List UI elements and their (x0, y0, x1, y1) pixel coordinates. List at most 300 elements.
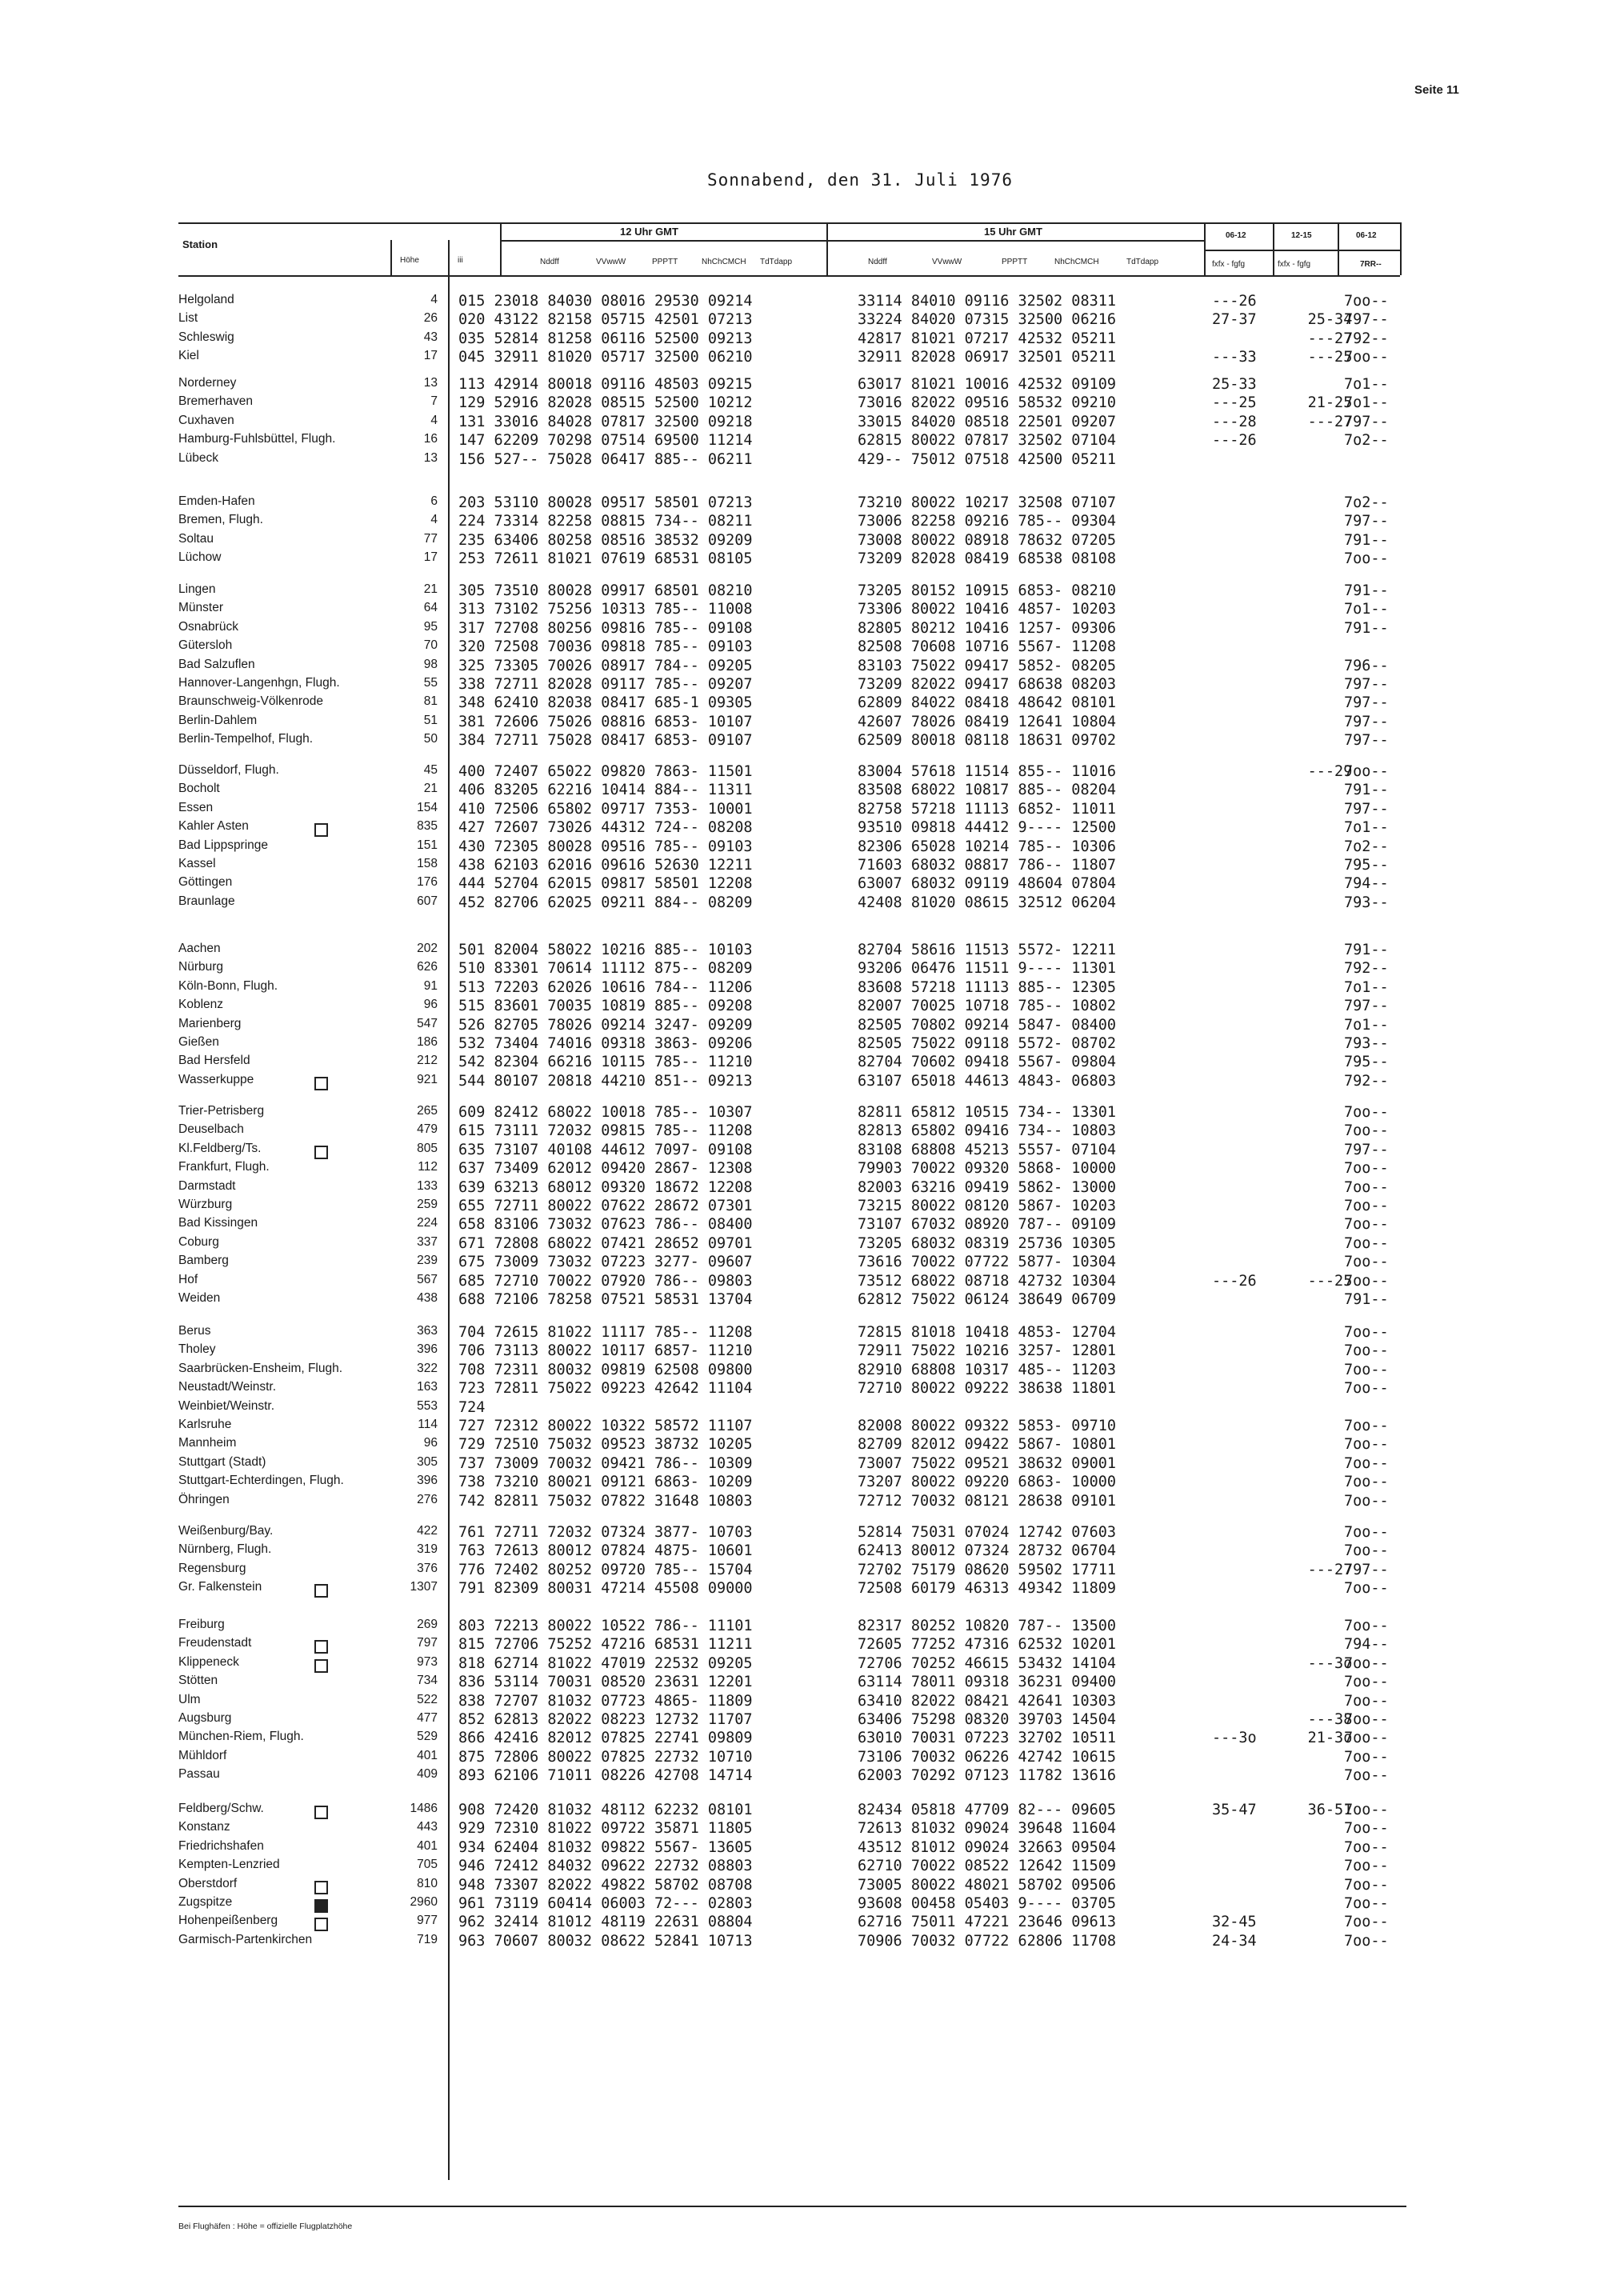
station-name: Frankfurt, Flugh. (178, 1160, 270, 1174)
sub-b-header: fxfx - fgfg (1278, 260, 1311, 269)
obs-12-gmt: 427 72607 73026 44312 724-- 08208 (458, 819, 753, 836)
gust-06-12: ---26 (1212, 293, 1257, 310)
obs-12-gmt: 035 52814 81258 06116 52500 09213 (458, 330, 753, 347)
gust-12-15: ---25 (1307, 349, 1353, 366)
obs-12-gmt: 791 82309 80031 47214 45508 09000 (458, 1580, 753, 1597)
obs-12-gmt: 203 53110 80028 09517 58501 07213 (458, 494, 753, 511)
station-name: Stuttgart (Stadt) (178, 1455, 266, 1469)
precip-06-12: 7oo-- (1344, 293, 1389, 310)
station-height: 265 (417, 1104, 438, 1118)
sub12-ppptt: PPPTT (652, 258, 678, 266)
station-name: Weinbiet/Weinstr. (178, 1399, 275, 1413)
open-square-icon (314, 1077, 328, 1090)
precip-06-12: 793-- (1344, 894, 1389, 911)
station-name: Braunschweig-Völkenrode (178, 694, 323, 708)
obs-15-gmt: 63007 68032 09119 48604 07804 (858, 875, 1117, 892)
obs-15-gmt: 73016 82022 09516 58532 09210 (858, 394, 1117, 411)
station-name: Freudenstadt (178, 1636, 252, 1650)
sub15-clouds: NhChCMCH (1054, 258, 1099, 266)
station-height: 64 (423, 601, 438, 614)
obs-15-gmt: 71603 68032 08817 786-- 11807 (858, 857, 1117, 874)
station-height: 396 (417, 1342, 438, 1356)
station-name: Cuxhaven (178, 414, 234, 427)
obs-12-gmt: 875 72806 80022 07825 22732 10710 (458, 1749, 753, 1766)
obs-12-gmt: 704 72615 81022 11117 785-- 11208 (458, 1324, 753, 1341)
station-name: Mühldorf (178, 1749, 227, 1762)
page-number: Seite 11 (1414, 83, 1459, 97)
obs-15-gmt: 82306 65028 10214 785-- 10306 (858, 838, 1117, 855)
station-height: 50 (423, 732, 438, 746)
obs-15-gmt: 72508 60179 46313 49342 11809 (858, 1580, 1117, 1597)
obs-12-gmt: 838 72707 81032 07723 4865- 11809 (458, 1693, 753, 1710)
obs-12-gmt: 685 72710 70022 07920 786-- 09803 (458, 1273, 753, 1290)
footer-divider (178, 2206, 1406, 2207)
obs-12-gmt: 615 73111 72032 09815 785-- 11208 (458, 1122, 753, 1139)
station-name: München-Riem, Flugh. (178, 1730, 304, 1743)
station-name: Osnabrück (178, 620, 238, 634)
precip-06-12: 794-- (1344, 875, 1389, 892)
obs-12-gmt: 948 73307 82022 49822 58702 08708 (458, 1877, 753, 1894)
station-height: 522 (417, 1693, 438, 1706)
range-a-header: 06-12 (1226, 231, 1246, 240)
obs-12-gmt: 738 73210 80021 09121 6863- 10209 (458, 1474, 753, 1490)
precip-06-12: 7oo-- (1344, 1380, 1389, 1397)
obs-12-gmt: 400 72407 65022 09820 7863- 11501 (458, 763, 753, 780)
station-height: 4 (430, 293, 438, 306)
open-square-icon (314, 1918, 328, 1931)
station-name: Augsburg (178, 1711, 232, 1725)
station-name: Hamburg-Fuhlsbüttel, Flugh. (178, 432, 336, 446)
station-name: Bad Lippspringe (178, 838, 269, 852)
precip-06-12: 7oo-- (1344, 1839, 1389, 1856)
obs-15-gmt: 82434 05818 47709 82--- 09605 (858, 1802, 1117, 1818)
precip-06-12: 7o1-- (1344, 979, 1389, 996)
obs-12-gmt: 348 62410 82038 08417 685-1 09305 (458, 694, 753, 711)
filled-square-icon (314, 1899, 328, 1913)
precip-06-12: 7oo-- (1344, 1179, 1389, 1196)
station-height: 96 (423, 1436, 438, 1450)
obs-12-gmt: 410 72506 65802 09717 7353- 10001 (458, 801, 753, 818)
station-height: 212 (417, 1054, 438, 1067)
gust-12-15: ---25 (1307, 1273, 1353, 1290)
station-height: 96 (423, 998, 438, 1011)
station-height: 4 (430, 414, 438, 427)
obs-15-gmt: 63010 70031 07223 32702 10511 (858, 1730, 1117, 1746)
station-height: 797 (417, 1636, 438, 1650)
station-name: Schleswig (178, 330, 234, 344)
station-name: Lübeck (178, 451, 218, 465)
precip-06-12: 7oo-- (1344, 1711, 1389, 1728)
obs-15-gmt: 73209 82022 09417 68638 08203 (858, 676, 1117, 693)
station-name: Berus (178, 1324, 211, 1338)
precip-06-12: 7oo-- (1344, 1749, 1389, 1766)
station-name: Kempten-Lenzried (178, 1858, 280, 1871)
station-name: Berlin-Tempelhof, Flugh. (178, 732, 313, 746)
station-name: Friedrichshafen (178, 1839, 264, 1853)
obs-15-gmt: 82317 80252 10820 787-- 13500 (858, 1618, 1117, 1634)
obs-12-gmt: 818 62714 81022 47019 22532 09205 (458, 1655, 753, 1672)
obs-12-gmt: 635 73107 40108 44612 7097- 09108 (458, 1142, 753, 1158)
precip-06-12: 7oo-- (1344, 1104, 1389, 1121)
obs-12-gmt: 708 72311 80032 09819 62508 09800 (458, 1362, 753, 1378)
station-name: Weiden (178, 1291, 221, 1305)
obs-15-gmt: 73006 82258 09216 785-- 09304 (858, 513, 1117, 530)
obs-15-gmt: 82811 65812 10515 734-- 13301 (858, 1104, 1117, 1121)
gust-06-12: ---26 (1212, 432, 1257, 449)
station-header: Station (182, 238, 218, 250)
open-square-icon (314, 1146, 328, 1159)
station-name: Klippeneck (178, 1655, 239, 1669)
obs-15-gmt: 43512 81012 09024 32663 09504 (858, 1839, 1117, 1856)
station-name: Bremen, Flugh. (178, 513, 263, 526)
station-name: Lüchow (178, 550, 222, 564)
obs-12-gmt: 637 73409 62012 09420 2867- 12308 (458, 1160, 753, 1177)
obs-12-gmt: 776 72402 80252 09720 785-- 15704 (458, 1562, 753, 1578)
station-name: Münster (178, 601, 223, 614)
obs-12-gmt: 305 73510 80028 09917 68501 08210 (458, 582, 753, 599)
station-height: 81 (423, 694, 438, 708)
obs-15-gmt: 62710 70022 08522 12642 11509 (858, 1858, 1117, 1874)
station-height: 835 (417, 819, 438, 833)
precip-06-12: 7o1-- (1344, 394, 1389, 411)
station-name: Bocholt (178, 782, 220, 795)
station-name: Gr. Falkenstein (178, 1580, 262, 1594)
station-height: 276 (417, 1493, 438, 1506)
station-name: Würzburg (178, 1198, 233, 1211)
station-height: 114 (418, 1418, 438, 1431)
obs-15-gmt: 82008 80022 09322 5853- 09710 (858, 1418, 1117, 1434)
station-height: 163 (417, 1380, 438, 1394)
gust-12-15: 25-34 (1307, 311, 1353, 328)
obs-12-gmt: 852 62813 82022 08223 12732 11707 (458, 1711, 753, 1728)
station-height: 186 (417, 1035, 438, 1049)
station-height: 401 (417, 1839, 438, 1853)
station-name: Koblenz (178, 998, 224, 1011)
obs-12-gmt: 866 42416 82012 07825 22741 09809 (458, 1730, 753, 1746)
station-height: 91 (423, 979, 438, 993)
station-name: Öhringen (178, 1493, 230, 1506)
station-height: 77 (423, 532, 438, 546)
station-name: Zugspitze (178, 1895, 233, 1909)
station-name: Hannover-Langenhgn, Flugh. (178, 676, 340, 690)
obs-15-gmt: 63017 81021 10016 42532 09109 (858, 376, 1117, 393)
obs-12-gmt: 406 83205 62216 10414 884-- 11311 (458, 782, 753, 798)
obs-12-gmt: 015 23018 84030 08016 29530 09214 (458, 293, 753, 310)
station-name: Kl.Feldberg/Ts. (178, 1142, 262, 1155)
precip-06-12: 7o1-- (1344, 819, 1389, 836)
obs-12-gmt: 384 72711 75028 08417 6853- 09107 (458, 732, 753, 749)
obs-15-gmt: 42817 81021 07217 42532 05211 (858, 330, 1117, 347)
obs-15-gmt: 52814 75031 07024 12742 07603 (858, 1524, 1117, 1541)
precip-06-12: 797-- (1344, 311, 1389, 328)
precip-06-12: 7oo-- (1344, 1122, 1389, 1139)
station-height: 973 (417, 1655, 438, 1669)
precip-06-12: 7oo-- (1344, 550, 1389, 567)
station-name: Bad Hersfeld (178, 1054, 250, 1067)
precip-06-12: 7o1-- (1344, 601, 1389, 618)
obs-12-gmt: 893 62106 71011 08226 42708 14714 (458, 1767, 753, 1784)
obs-15-gmt: 83508 68022 10817 885-- 08204 (858, 782, 1117, 798)
precip-06-12: 792-- (1344, 1073, 1389, 1090)
station-height: 438 (417, 1291, 438, 1305)
obs-15-gmt: 63107 65018 44613 4843- 06803 (858, 1073, 1117, 1090)
sub12-dewpoint: TdTdapp (760, 258, 793, 266)
station-name: Bamberg (178, 1254, 229, 1267)
station-height: 921 (417, 1073, 438, 1086)
sub15-ppptt: PPPTT (1002, 258, 1028, 266)
station-name: Coburg (178, 1235, 219, 1249)
station-name: Neustadt/Weinstr. (178, 1380, 277, 1394)
precip-06-12: 7oo-- (1344, 1877, 1389, 1894)
gust-12-15: 21-25 (1307, 394, 1353, 411)
obs-15-gmt: 82704 70602 09418 5567- 09804 (858, 1054, 1117, 1070)
gust-12-15: 21-3o (1307, 1730, 1353, 1746)
obs-15-gmt: 82704 58616 11513 5572- 12211 (858, 942, 1117, 958)
station-name: Weißenburg/Bay. (178, 1524, 274, 1538)
station-name: Kassel (178, 857, 216, 870)
station-name: Regensburg (178, 1562, 246, 1575)
obs-15-gmt: 73205 68032 08319 25736 10305 (858, 1235, 1117, 1252)
precip-06-12: 791-- (1344, 620, 1389, 637)
station-height: 422 (417, 1524, 438, 1538)
obs-15-gmt: 429-- 75012 07518 42500 05211 (858, 451, 1117, 468)
gust-12-15: ---27 (1307, 1562, 1353, 1578)
precip-06-12: 7oo-- (1344, 1914, 1389, 1930)
station-name: Aachen (178, 942, 221, 955)
obs-15-gmt: 62413 80012 07324 28732 06704 (858, 1542, 1117, 1559)
station-height: 21 (423, 782, 438, 795)
station-name: Marienberg (178, 1017, 242, 1030)
obs-12-gmt: 723 72811 75022 09223 42642 11104 (458, 1380, 753, 1397)
precip-06-12: 7oo-- (1344, 1160, 1389, 1177)
obs-15-gmt: 72605 77252 47316 62532 10201 (858, 1636, 1117, 1653)
open-square-icon (314, 1806, 328, 1819)
station-name: Braunlage (178, 894, 235, 908)
obs-15-gmt: 70906 70032 07722 62806 11708 (858, 1933, 1117, 1950)
obs-15-gmt: 73005 80022 48021 58702 09506 (858, 1877, 1117, 1894)
station-height: 239 (417, 1254, 438, 1267)
obs-12-gmt: 737 73009 70032 09421 786-- 10309 (458, 1455, 753, 1472)
station-height: 1486 (410, 1802, 438, 1815)
obs-12-gmt: 235 63406 80258 08516 38532 09209 (458, 532, 753, 549)
precip-06-12: 7oo-- (1344, 1858, 1389, 1874)
station-name: Ulm (178, 1693, 201, 1706)
obs-15-gmt: 73209 82028 08419 68538 08108 (858, 550, 1117, 567)
precip-06-12: 7oo-- (1344, 1693, 1389, 1710)
station-name: Gütersloh (178, 638, 233, 652)
precip-06-12: 797-- (1344, 1562, 1389, 1578)
obs-12-gmt: 655 72711 80022 07622 28672 07301 (458, 1198, 753, 1214)
obs-12-gmt: 542 82304 66216 10115 785-- 11210 (458, 1054, 753, 1070)
station-height: 567 (417, 1273, 438, 1286)
station-name: Köln-Bonn, Flugh. (178, 979, 278, 993)
obs-12-gmt: 929 72310 81022 09722 35871 11805 (458, 1820, 753, 1837)
station-height: 269 (417, 1618, 438, 1631)
precip-06-12: 7oo-- (1344, 1895, 1389, 1912)
precip-06-12: 792-- (1344, 960, 1389, 977)
obs-12-gmt: 815 72706 75252 47216 68531 11211 (458, 1636, 753, 1653)
footnote: Bei Flughäfen : Höhe = offizielle Flugplatzhöhe (178, 2222, 353, 2231)
obs-12-gmt: 675 73009 73032 07223 3277- 09607 (458, 1254, 753, 1270)
precip-06-12: 7oo-- (1344, 1767, 1389, 1784)
station-height: 547 (417, 1017, 438, 1030)
station-height: 1307 (410, 1580, 438, 1594)
station-name: Garmisch-Partenkirchen (178, 1933, 313, 1946)
station-height: 133 (417, 1179, 438, 1193)
station-height: 26 (423, 311, 438, 325)
station-height: 719 (417, 1933, 438, 1946)
gust-06-12: ---33 (1212, 349, 1257, 366)
sub-c-header: 7RR-- (1360, 260, 1382, 269)
precip-06-12: 791-- (1344, 532, 1389, 549)
obs-15-gmt: 93206 06476 11511 9---- 11301 (858, 960, 1117, 977)
precip-06-12: 7oo-- (1344, 1198, 1389, 1214)
obs-15-gmt: 72706 70252 46615 53432 14104 (858, 1655, 1117, 1672)
precip-06-12: 7oo-- (1344, 1342, 1389, 1359)
obs-15-gmt: 83108 68808 45213 5557- 07104 (858, 1142, 1117, 1158)
obs-15-gmt: 82505 70802 09214 5847- 08400 (858, 1017, 1117, 1034)
obs-12-gmt: 515 83601 70035 10819 885-- 09208 (458, 998, 753, 1014)
precip-06-12: 795-- (1344, 857, 1389, 874)
open-square-icon (314, 823, 328, 837)
open-square-icon (314, 1640, 328, 1654)
obs-12-gmt: 544 80107 20818 44210 851-- 09213 (458, 1073, 753, 1090)
station-height: 95 (423, 620, 438, 634)
obs-12-gmt: 742 82811 75032 07822 31648 10803 (458, 1493, 753, 1510)
obs-15-gmt: 82813 65802 09416 734-- 10803 (858, 1122, 1117, 1139)
station-height: 21 (423, 582, 438, 596)
obs-15-gmt: 62716 75011 47221 23646 09613 (858, 1914, 1117, 1930)
obs-15-gmt: 73306 80022 10416 4857- 10203 (858, 601, 1117, 618)
station-name: Hof (178, 1273, 198, 1286)
station-height: 13 (423, 376, 438, 390)
precip-06-12: 7oo-- (1344, 1674, 1389, 1690)
open-square-icon (314, 1584, 328, 1598)
station-name: Nürnberg, Flugh. (178, 1542, 272, 1556)
range-c-header: 06-12 (1356, 231, 1377, 240)
station-name: Deuselbach (178, 1122, 244, 1136)
precip-06-12: 793-- (1344, 1035, 1389, 1052)
station-name: Stötten (178, 1674, 218, 1687)
obs-12-gmt: 761 72711 72032 07324 3877- 10703 (458, 1524, 753, 1541)
obs-12-gmt: 338 72711 82028 09117 785-- 09207 (458, 676, 753, 693)
obs-12-gmt: 224 73314 82258 08815 734-- 08211 (458, 513, 753, 530)
obs-12-gmt: 946 72412 84032 09622 22732 08803 (458, 1858, 753, 1874)
precip-06-12: 7oo-- (1344, 1802, 1389, 1818)
obs-15-gmt: 72702 75179 08620 59502 17711 (858, 1562, 1117, 1578)
station-name: Gießen (178, 1035, 219, 1049)
station-height: 322 (417, 1362, 438, 1375)
precip-06-12: 7o1-- (1344, 1017, 1389, 1034)
precip-06-12: 7oo-- (1344, 1933, 1389, 1950)
station-height: 376 (417, 1562, 438, 1575)
obs-12-gmt: 727 72312 80022 10322 58572 11107 (458, 1418, 753, 1434)
precip-06-12: 7oo-- (1344, 1474, 1389, 1490)
obs-15-gmt: 82910 68808 10317 485-- 11203 (858, 1362, 1117, 1378)
precip-06-12: 7oo-- (1344, 1324, 1389, 1341)
precip-06-12: 7oo-- (1344, 1254, 1389, 1270)
obs-12-gmt: 313 73102 75256 10313 785-- 11008 (458, 601, 753, 618)
station-height: 70 (423, 638, 438, 652)
station-name: Lingen (178, 582, 216, 596)
precip-06-12: 796-- (1344, 658, 1389, 674)
precip-06-12: 792-- (1344, 330, 1389, 347)
obs-15-gmt: 93510 09818 44412 9---- 12500 (858, 819, 1117, 836)
obs-15-gmt: 82758 57218 11113 6852- 11011 (858, 801, 1117, 818)
obs-12-gmt: 963 70607 80032 08622 52841 10713 (458, 1933, 753, 1950)
station-height: 45 (423, 763, 438, 777)
station-height: 529 (417, 1730, 438, 1743)
station-name: Düsseldorf, Flugh. (178, 763, 279, 777)
station-name: Karlsruhe (178, 1418, 232, 1431)
station-height: 154 (417, 801, 438, 814)
obs-15-gmt: 83004 57618 11514 855-- 11016 (858, 763, 1117, 780)
gust-06-12: ---28 (1212, 414, 1257, 430)
station-height: 151 (417, 838, 438, 852)
precip-06-12: 7oo-- (1344, 1655, 1389, 1672)
obs-12-gmt: 908 72420 81032 48112 62232 08101 (458, 1802, 753, 1818)
station-height: 259 (417, 1198, 438, 1211)
precip-06-12: 7oo-- (1344, 1730, 1389, 1746)
obs-15-gmt: 73616 70022 07722 5877- 10304 (858, 1254, 1117, 1270)
gmt12-header: 12 Uhr GMT (620, 226, 678, 238)
obs-12-gmt: 532 73404 74016 09318 3863- 09206 (458, 1035, 753, 1052)
obs-15-gmt: 63114 78011 09318 36231 09400 (858, 1674, 1117, 1690)
station-height: 396 (417, 1474, 438, 1487)
obs-12-gmt: 688 72106 78258 07521 58531 13704 (458, 1291, 753, 1308)
station-name: Kahler Asten (178, 819, 249, 833)
precip-06-12: 7o2-- (1344, 838, 1389, 855)
station-height: 55 (423, 676, 438, 690)
obs-15-gmt: 83103 75022 09417 5852- 08205 (858, 658, 1117, 674)
obs-15-gmt: 73007 75022 09521 38632 09001 (858, 1455, 1117, 1472)
precip-06-12: 797-- (1344, 732, 1389, 749)
obs-15-gmt: 33114 84010 09116 32502 08311 (858, 293, 1117, 310)
obs-12-gmt: 045 32911 81020 05717 32500 06210 (458, 349, 753, 366)
station-height: 409 (417, 1767, 438, 1781)
station-name: Emden-Hafen (178, 494, 255, 508)
gust-06-12: 25-33 (1212, 376, 1257, 393)
precip-06-12: 797-- (1344, 414, 1389, 430)
station-height: 607 (417, 894, 438, 908)
obs-15-gmt: 42607 78026 08419 12641 10804 (858, 714, 1117, 730)
sub15-vvwww: VVwwW (932, 258, 962, 266)
station-height: 43 (423, 330, 438, 344)
iii-header: iii (458, 256, 463, 265)
obs-15-gmt: 62812 75022 06124 38649 06709 (858, 1291, 1117, 1308)
precip-06-12: 794-- (1344, 1636, 1389, 1653)
obs-15-gmt: 73008 80022 08918 78632 07205 (858, 532, 1117, 549)
sub12-nddff: Nddff (540, 258, 559, 266)
obs-15-gmt: 33015 84020 08518 22501 09207 (858, 414, 1117, 430)
station-name: Helgoland (178, 293, 234, 306)
station-name: Feldberg/Schw. (178, 1802, 264, 1815)
obs-15-gmt: 73107 67032 08920 787-- 09109 (858, 1216, 1117, 1233)
station-height: 319 (417, 1542, 438, 1556)
precip-06-12: 797-- (1344, 801, 1389, 818)
station-height: 98 (423, 658, 438, 671)
obs-15-gmt: 72815 81018 10418 4853- 12704 (858, 1324, 1117, 1341)
gust-06-12: 35-47 (1212, 1802, 1257, 1818)
station-name: Essen (178, 801, 214, 814)
station-height: 16 (423, 432, 438, 446)
station-name: Bad Kissingen (178, 1216, 258, 1230)
sub12-vvwww: VVwwW (596, 258, 626, 266)
station-name: Saarbrücken-Ensheim, Flugh. (178, 1362, 343, 1375)
precip-06-12: 7oo-- (1344, 1820, 1389, 1837)
station-height: 553 (417, 1399, 438, 1413)
precip-06-12: 791-- (1344, 1291, 1389, 1308)
